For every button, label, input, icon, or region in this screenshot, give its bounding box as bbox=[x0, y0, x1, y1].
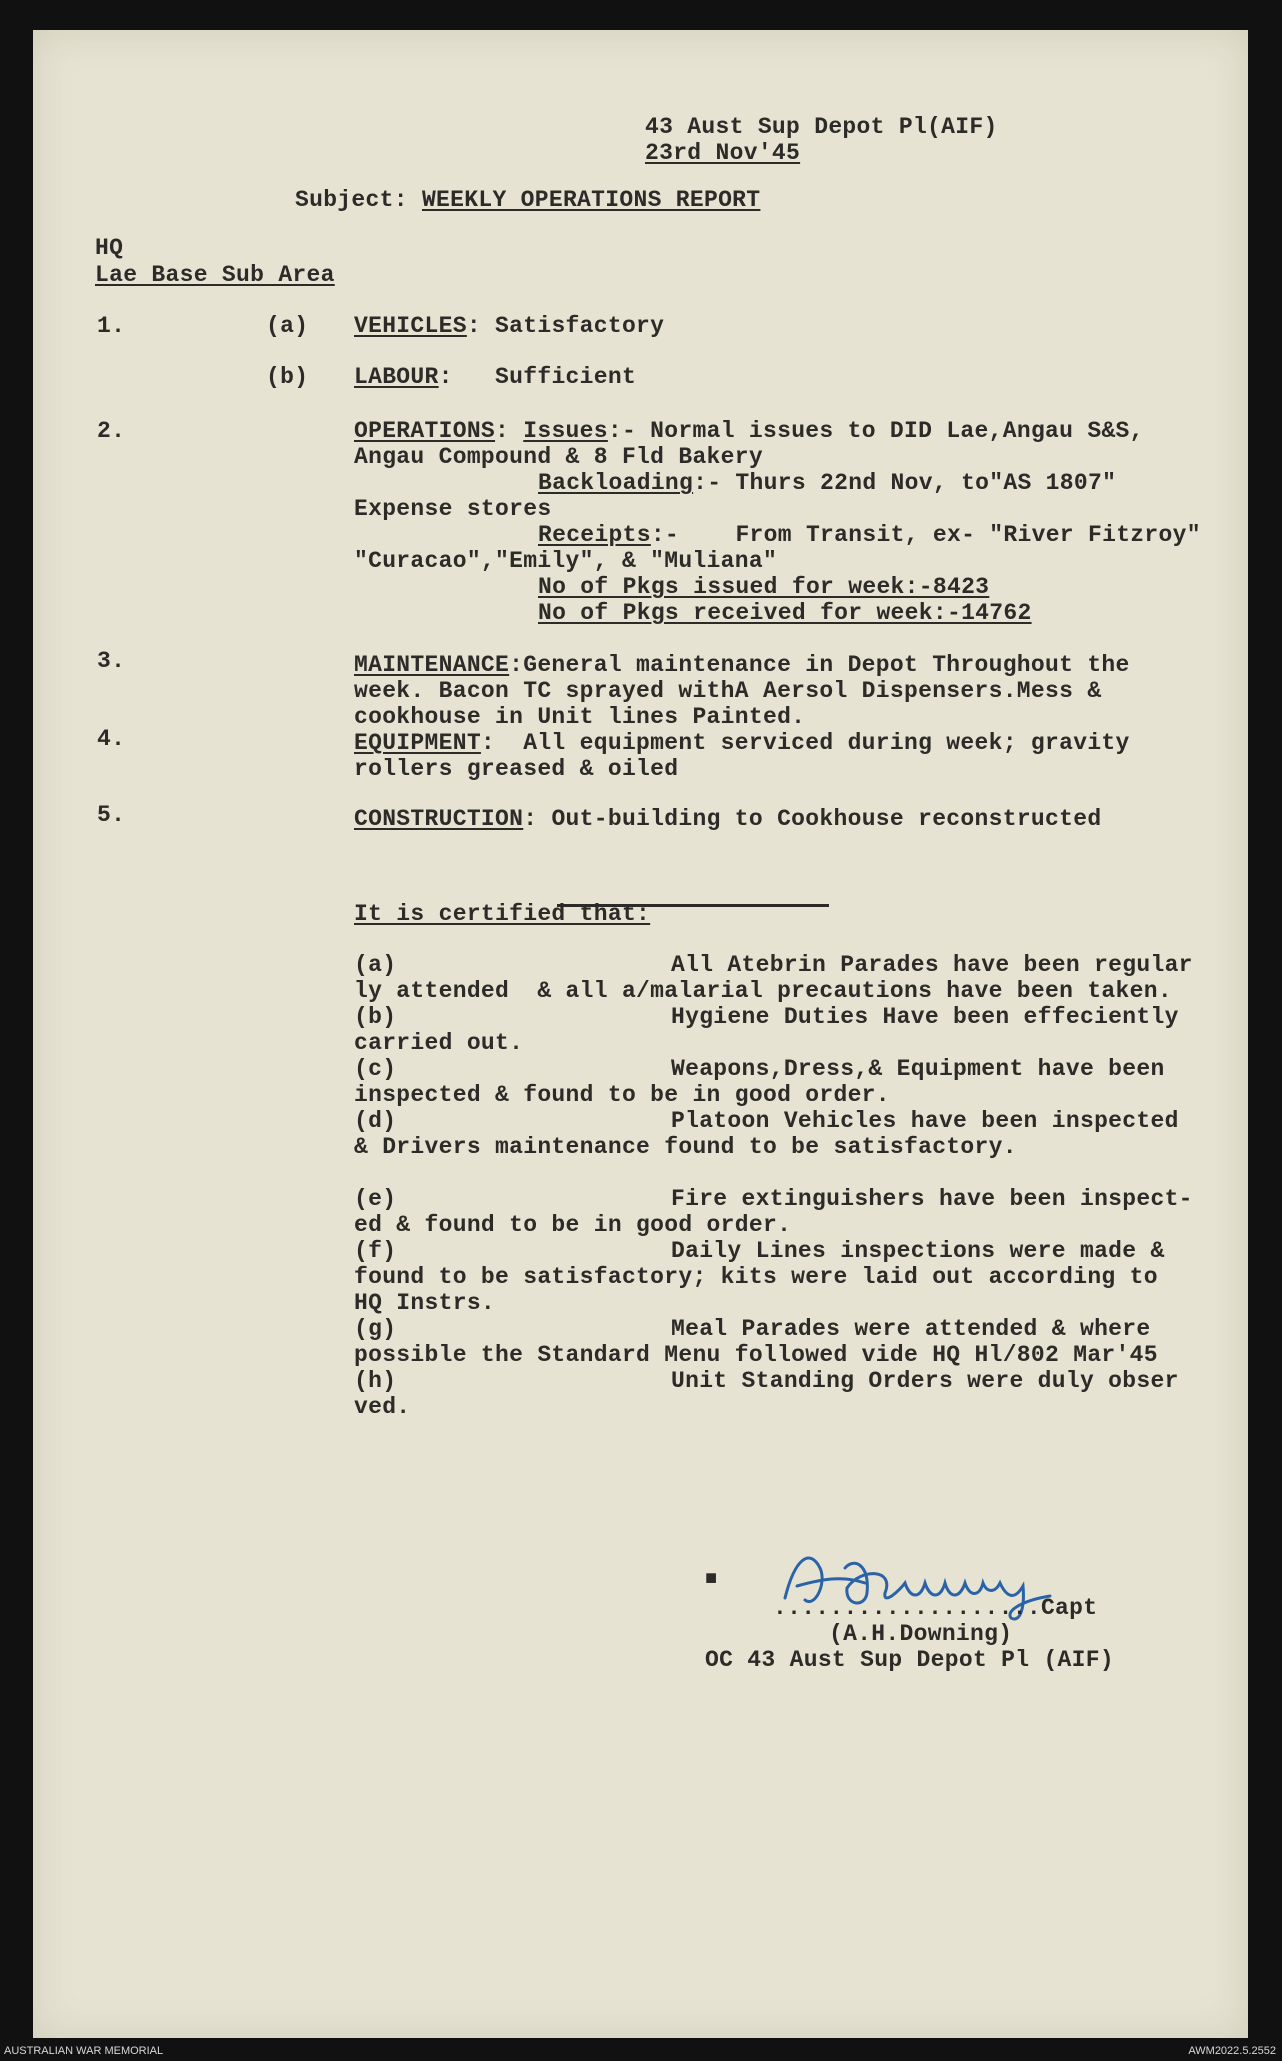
backloading-text: :- Thurs 22nd Nov, to"AS 1807" bbox=[693, 470, 1117, 496]
cert-f-label: (f) bbox=[354, 1238, 397, 1264]
cert-c-text: Weapons,Dress,& Equipment have been bbox=[671, 1056, 1165, 1082]
issues-line-2: Angau Compound & 8 Fld Bakery bbox=[354, 444, 763, 470]
equipment-heading: EQUIPMENT bbox=[354, 730, 481, 756]
subject-title: WEEKLY OPERATIONS REPORT bbox=[421, 187, 761, 213]
cert-b-line-2: carried out. bbox=[354, 1030, 524, 1056]
cert-d-label: (d) bbox=[354, 1108, 397, 1134]
cert-d-line-2: & Drivers maintenance found to be satisfactory. bbox=[354, 1134, 1017, 1160]
maintenance-line-2: week. Bacon TC sprayed withA Aersol Dispensers.Mess & bbox=[354, 678, 1102, 704]
labour-line bbox=[354, 364, 636, 390]
item-number-5: 5. bbox=[97, 802, 126, 828]
operations-line bbox=[354, 418, 1144, 444]
cert-a-text: All Atebrin Parades have been regular bbox=[671, 952, 1193, 978]
cert-f-line-2: found to be satisfactory; kits were laid out according to bbox=[354, 1264, 1158, 1290]
signatory-title: OC 43 Aust Sup Depot Pl (AIF) bbox=[705, 1647, 1114, 1673]
pkgs-received: No of Pkgs received for week:-14762 bbox=[538, 600, 1032, 626]
cert-b-text: Hygiene Duties Have been effeciently bbox=[671, 1004, 1179, 1030]
cert-g-line-2: possible the Standard Menu followed vide HQ Hl/802 Mar'45 bbox=[354, 1342, 1158, 1368]
equipment-line bbox=[354, 730, 1130, 756]
subject-label: Subject: bbox=[295, 187, 408, 213]
cert-e-line-2: ed & found to be in good order. bbox=[354, 1212, 792, 1238]
maintenance-text: :General maintenance in Depot Throughout the bbox=[509, 652, 1130, 678]
cert-f-line-3: HQ Instrs. bbox=[354, 1290, 496, 1316]
receipts-text: :- From Transit, ex- "River Fitzroy" bbox=[650, 522, 1201, 548]
equipment-text: : All equipment serviced during week; gravity bbox=[480, 730, 1130, 756]
operations-colon: : bbox=[495, 418, 524, 444]
item-number-2: 2. bbox=[97, 418, 126, 444]
receipts-heading: Receipts bbox=[538, 522, 651, 548]
pkgs-issued: No of Pkgs issued for week:-8423 bbox=[538, 574, 990, 600]
item-number-4: 4. bbox=[97, 726, 126, 752]
signature-dots: ...................Capt bbox=[773, 1595, 1098, 1621]
cert-f-text: Daily Lines inspections were made & bbox=[671, 1238, 1165, 1264]
unit-heading: 43 Aust Sup Depot Pl(AIF) bbox=[645, 114, 998, 140]
backloading-line bbox=[538, 470, 1116, 496]
issues-heading: Issues bbox=[523, 418, 608, 444]
document-page bbox=[33, 30, 1248, 2038]
footer-left: AUSTRALIAN WAR MEMORIAL bbox=[4, 2045, 164, 2057]
cert-a-line-2: ly attended & all a/malarial precautions have been taken. bbox=[354, 978, 1172, 1004]
cert-d-text: Platoon Vehicles have been inspected bbox=[671, 1108, 1179, 1134]
cert-h-text: Unit Standing Orders were duly obser bbox=[671, 1368, 1179, 1394]
item-1a-label: (a) bbox=[266, 313, 309, 339]
vehicles-text: : Satisfactory bbox=[466, 313, 665, 339]
construction-heading: CONSTRUCTION bbox=[354, 806, 524, 832]
signatory-name: (A.H.Downing) bbox=[829, 1621, 1013, 1647]
issues-text: :- Normal issues to DID Lae,Angau S&S, bbox=[607, 418, 1144, 444]
vehicles-line bbox=[354, 313, 664, 339]
labour-heading: LABOUR bbox=[354, 364, 439, 390]
cert-b-label: (b) bbox=[354, 1004, 397, 1030]
construction-line bbox=[354, 806, 1101, 832]
receipts-line-2: "Curacao","Emily", & "Muliana" bbox=[354, 548, 778, 574]
backloading-heading: Backloading bbox=[538, 470, 694, 496]
cert-c-line-2: inspected & found to be in good order. bbox=[354, 1082, 890, 1108]
cert-e-text: Fire extinguishers have been inspect- bbox=[671, 1186, 1193, 1212]
cert-c-label: (c) bbox=[354, 1056, 397, 1082]
maintenance-heading: MAINTENANCE bbox=[354, 652, 510, 678]
certification-heading: It is certified that: bbox=[354, 901, 651, 927]
pencil-mark: ■ bbox=[705, 1568, 718, 1591]
addressee-hq: HQ bbox=[95, 235, 124, 261]
cert-g-label: (g) bbox=[354, 1316, 397, 1342]
labour-text: : Sufficient bbox=[438, 364, 637, 390]
addressee-area: Lae Base Sub Area bbox=[95, 262, 335, 288]
vehicles-heading: VEHICLES bbox=[354, 313, 467, 339]
cert-g-text: Meal Parades were attended & where bbox=[671, 1316, 1151, 1342]
report-date: 23rd Nov'45 bbox=[645, 140, 801, 166]
cert-e-label: (e) bbox=[354, 1186, 397, 1212]
cert-a-label: (a) bbox=[354, 952, 397, 978]
equipment-line-2: rollers greased & oiled bbox=[354, 756, 679, 782]
item-number-1: 1. bbox=[97, 313, 126, 339]
construction-text: : Out-building to Cookhouse reconstructed bbox=[523, 806, 1102, 832]
operations-heading: OPERATIONS bbox=[354, 418, 496, 444]
cert-h-line-2: ved. bbox=[354, 1394, 411, 1420]
item-number-3: 3. bbox=[97, 648, 126, 674]
cert-h-label: (h) bbox=[354, 1368, 397, 1394]
receipts-line bbox=[538, 522, 1201, 548]
footer-right: AWM2022.5.2552 bbox=[1188, 2045, 1276, 2057]
subject-line bbox=[295, 187, 760, 213]
backloading-line-2: Expense stores bbox=[354, 496, 552, 522]
maintenance-line-3: cookhouse in Unit lines Painted. bbox=[354, 704, 806, 730]
maintenance-line bbox=[354, 652, 1130, 678]
item-1b-label: (b) bbox=[266, 364, 309, 390]
